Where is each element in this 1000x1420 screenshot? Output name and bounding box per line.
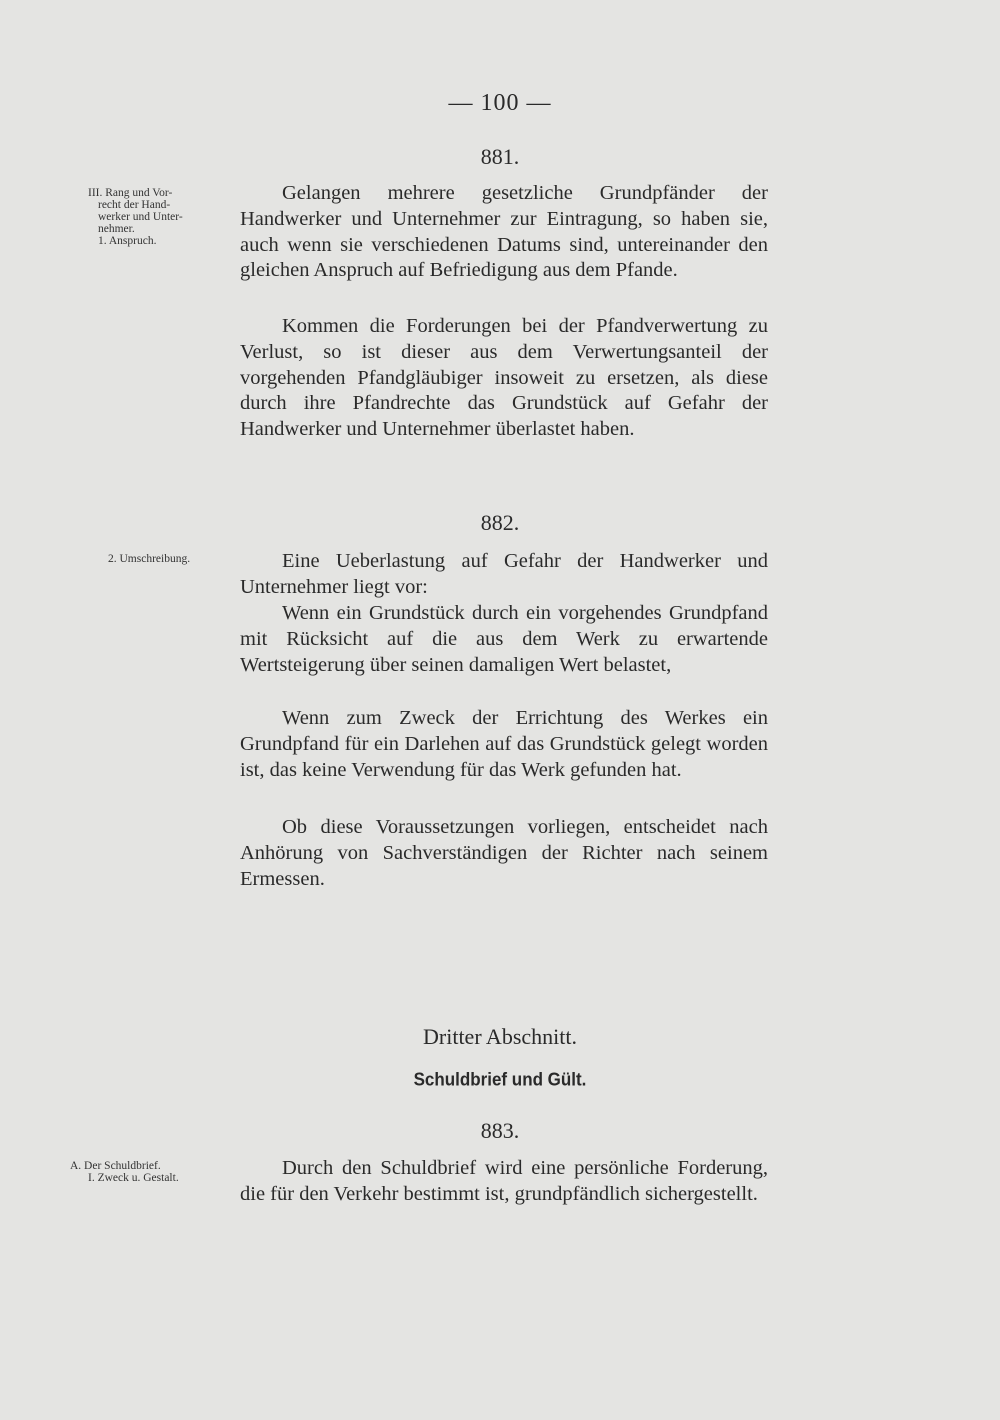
article-882-paragraph-1: Eine Ueberlastung auf Gefahr der Handwerker und Unternehmer liegt vor: — [240, 550, 768, 598]
margin-note-line: 2. Umschreibung. — [108, 553, 191, 565]
margin-note-line: nehmer. — [98, 223, 135, 235]
margin-note-line: 1. Anspruch. — [98, 235, 157, 247]
margin-note-line: werker und Unter- — [98, 211, 183, 223]
margin-note-line: I. Zweck u. Gestalt. — [88, 1172, 179, 1184]
margin-note-line: III. Rang und Vor- — [88, 187, 173, 199]
article-882-number: 882. — [480, 510, 520, 535]
section-title: Dritter Abschnitt. — [423, 1024, 577, 1049]
margin-note-line: recht der Hand- — [98, 199, 171, 211]
article-881-number: 881. — [480, 144, 520, 169]
article-882-paragraph-3: Wenn zum Zweck der Errichtung des Werkes ein Grundpfand für ein Darlehen auf das Grundstück gelegt worden ist, das keine Verwendung für das Werk gefunden hat. — [240, 707, 768, 781]
article-883-number: 883. — [480, 1118, 520, 1143]
article-881-paragraph-1: Gelangen mehrere gesetzliche Grundpfänder der Handwerker und Unternehmer zur Eintragung, so haben sie, auch wenn sie verschiedenen Datums sind, untereinander den gleichen Anspruch auf Befriedigung aus dem Pfande. — [240, 182, 768, 282]
margin-note-882 — [108, 553, 248, 565]
page-number: — 100 — — [448, 90, 552, 116]
article-881-paragraph-2: Kommen die Forderungen bei der Pfandverwertung zu Verlust, so ist dieser aus dem Verwertungsanteil der vorgehenden Pfandgläubiger insoweit zu ersetzen, als diese durch ihre Pfandrechte das Grundstück auf Gefahr der Handwerker und Unternehmer überlastet haben. — [240, 315, 768, 441]
article-882-paragraph-2: Wenn ein Grundstück durch ein vorgehendes Grundpfand mit Rücksicht auf die aus dem Werk zu erwartende Wertsteigerung über seinen damaligen Wert belastet, — [240, 602, 768, 676]
article-882-paragraph-4: Ob diese Voraussetzungen vorliegen, entscheidet nach Anhörung von Sachverständigen der Richter nach seinem Ermessen. — [240, 816, 768, 890]
margin-note-line: A. Der Schuldbrief. — [70, 1160, 161, 1172]
section-subtitle: Schuldbrief und Gült. — [413, 1069, 587, 1090]
article-883-paragraph-1: Durch den Schuldbrief wird eine persönliche Forderung, die für den Verkehr bestimmt ist, grundpfändlich sichergestellt. — [240, 1157, 768, 1205]
margin-note-881 — [88, 187, 228, 247]
margin-note-883 — [70, 1160, 210, 1184]
